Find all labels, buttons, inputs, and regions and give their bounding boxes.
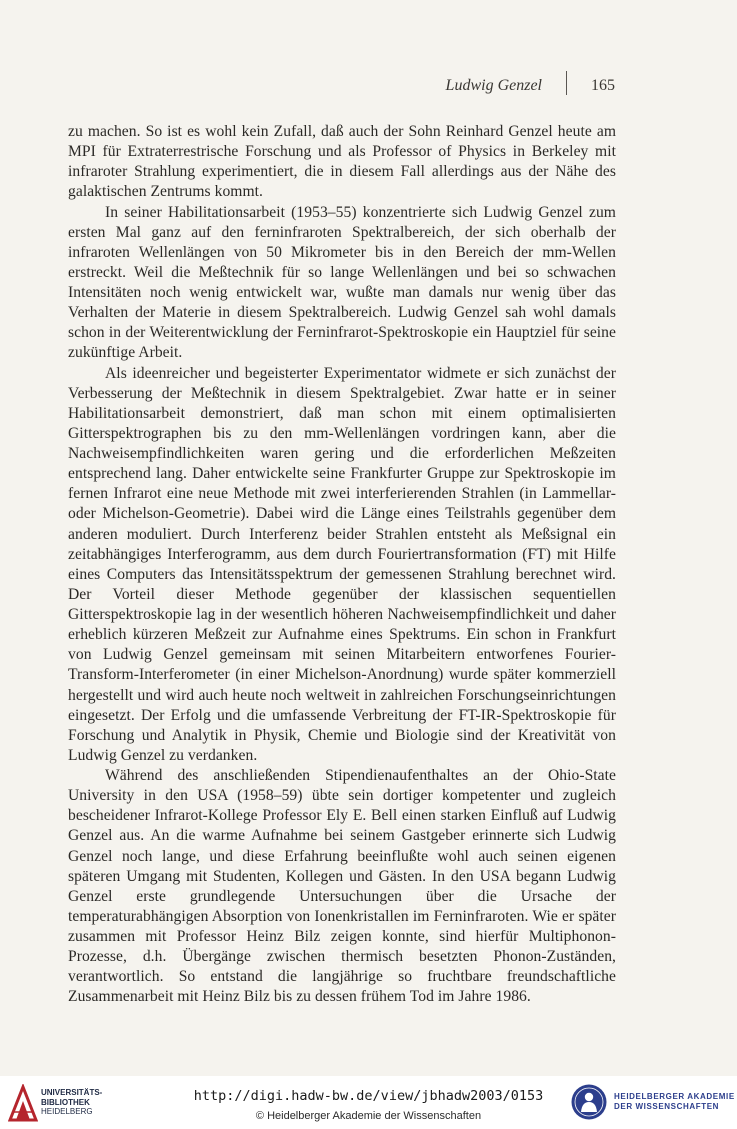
paragraph-3: Als ideenreicher und begeisterter Experimentator widmete er sich zunächst der Verbesserung der Meßtechnik in diesem Spektralgebiet. Zwar hatte er in seiner Habilitationsarbeit demonstriert, daß man schon mit einem optimalisierten Gitterspektrographen bis zu den mm-Wellenlängen vordringen kann, aber die Nachweisempfindlichkeiten waren gering und die erforderlichen Meßzeiten entsprechend lang. Daher entwickelte seine Frankfurter Gruppe zur Spektroskopie im fernen Infrarot eine neue Methode mit zwei interferierenden Strahlen (in Lammellar- oder Michelson-Geometrie). Dabei wird die Länge eines Teilstrahls gegenüber dem anderen moduliert. Durch Interferenz beider Strahlen entsteht als Meßsignal ein zeitabhängiges Interferogramm, aus dem durch Fouriertransformation (FT) mit Hilfe eines Computers das Intensitätsspektrum der gemessenen Strahlung berechnet wird. Der Vorteil dieser Methode gegenüber der klassischen sequentiellen Gitterspektroskopie lag in der wesentlich höheren Nachweisempfindlichkeit und daher erheblich kürzeren Meßzeit zur Aufnahme eines Spektrums. Ein schon in Frankfurt von Ludwig Genzel gemeinsam mit seinen Mitarbeitern entworfenes Fourier-Transform-Interferometer (in einer Michelson-Anordnung) wurde später kommerziell hergestellt und wird auch heute noch weltweit in zahlreichen Forschungseinrichtungen eingesetzt. Der Erfolg und die umfassende Verbreitung der FT-IR-Spektroskopie für Forschung und Analytik in Physik, Chemie und Biologie sind der Kreativität von Ludwig Genzel zu verdanken. <box>68 364 616 764</box>
academy-seal-icon[interactable] <box>570 1083 608 1121</box>
paragraph-2: In seiner Habilitationsarbeit (1953–55) konzentrierte sich Ludwig Genzel zum ersten Mal ganz auf den ferninfraroten Spektralbereich, der sich oberhalb der infraroten Wellenlängen von 50 Mikrometer bis in den Bereich der mm-Wellen erstreckt. Weil die Meßtechnik für so lange Wellenlängen und bei so schwachen Intensitäten noch wenig entwickelt war, wußte man damals nur wenig über das Verhalten der Materie in diesem Spektralbereich. Ludwig Genzel sah wohl damals schon in der Weiterentwicklung der Ferninfrarot-Spektroskopie ein Hauptziel für seine zukünftige Arbeit. <box>68 203 616 362</box>
footer-bar <box>0 1076 737 1129</box>
paragraph-1: zu machen. So ist es wohl kein Zufall, daß auch der Sohn Reinhard Genzel heute am MPI für Extraterrestrische Forschung und als Professor of Physics in Berkeley mit infraroter Strahlung experimentiert, die in diesem Fall allerdings aus der Nähe des galaktischen Zentrums kommt. <box>68 123 616 201</box>
header-divider <box>566 71 567 95</box>
academy-line-2: DER WISSENSCHAFTEN <box>614 1102 720 1111</box>
page-header <box>0 71 737 101</box>
permalink-url[interactable]: http://digi.hadw-bw.de/view/jbhadw2003/0153 <box>193 1088 544 1104</box>
library-line-2: BIBLIOTHEK <box>41 1097 90 1107</box>
library-line-3: HEIDELBERG <box>41 1107 93 1116</box>
academy-line-1: HEIDELBERGER AKADEMIE <box>614 1092 735 1101</box>
academy-name[interactable] <box>614 1092 735 1112</box>
running-head: Ludwig Genzel <box>445 77 542 94</box>
paragraph-4: Während des anschließenden Stipendienaufenthaltes an der Ohio-State University in den USA (1958–59) übte sein dortiger kompetenter und zugleich bescheidener Infrarot-Kollege Professor Ely E. Bell einen starken Einfluß auf Ludwig Genzel aus. An die warme Aufnahme bei seinem Gastgeber erinnerte sich Ludwig Genzel noch lange, und diese Erfahrung beeinflußte wohl auch seinen eigenen späteren Umgang mit Studenten, Kollegen und Gästen. In den USA begann Ludwig Genzel erste grundlegende Untersuchungen über die Ursache der temperaturabhängigen Absorption von Ionenkristallen im Ferninfraroten. Wie er später zusammen mit Professor Heinz Bilz zeigen konnte, sind hierfür Multiphonon-Prozesse, d.h. Übergänge zwischen thermisch besetzten Phonon-Zuständen, verantwortlich. So entstand die langjährige so fruchtbare freundschaftliche Zusammenarbeit mit Heinz Bilz bis zu dessen frühem Tod im Jahre 1986. <box>68 767 616 1006</box>
copyright-notice: © Heidelberger Akademie der Wissenschaften <box>255 1110 482 1122</box>
library-line-1: UNIVERSITÄTS- <box>41 1088 103 1097</box>
body-text <box>68 122 616 1008</box>
page-number: 165 <box>591 77 615 94</box>
